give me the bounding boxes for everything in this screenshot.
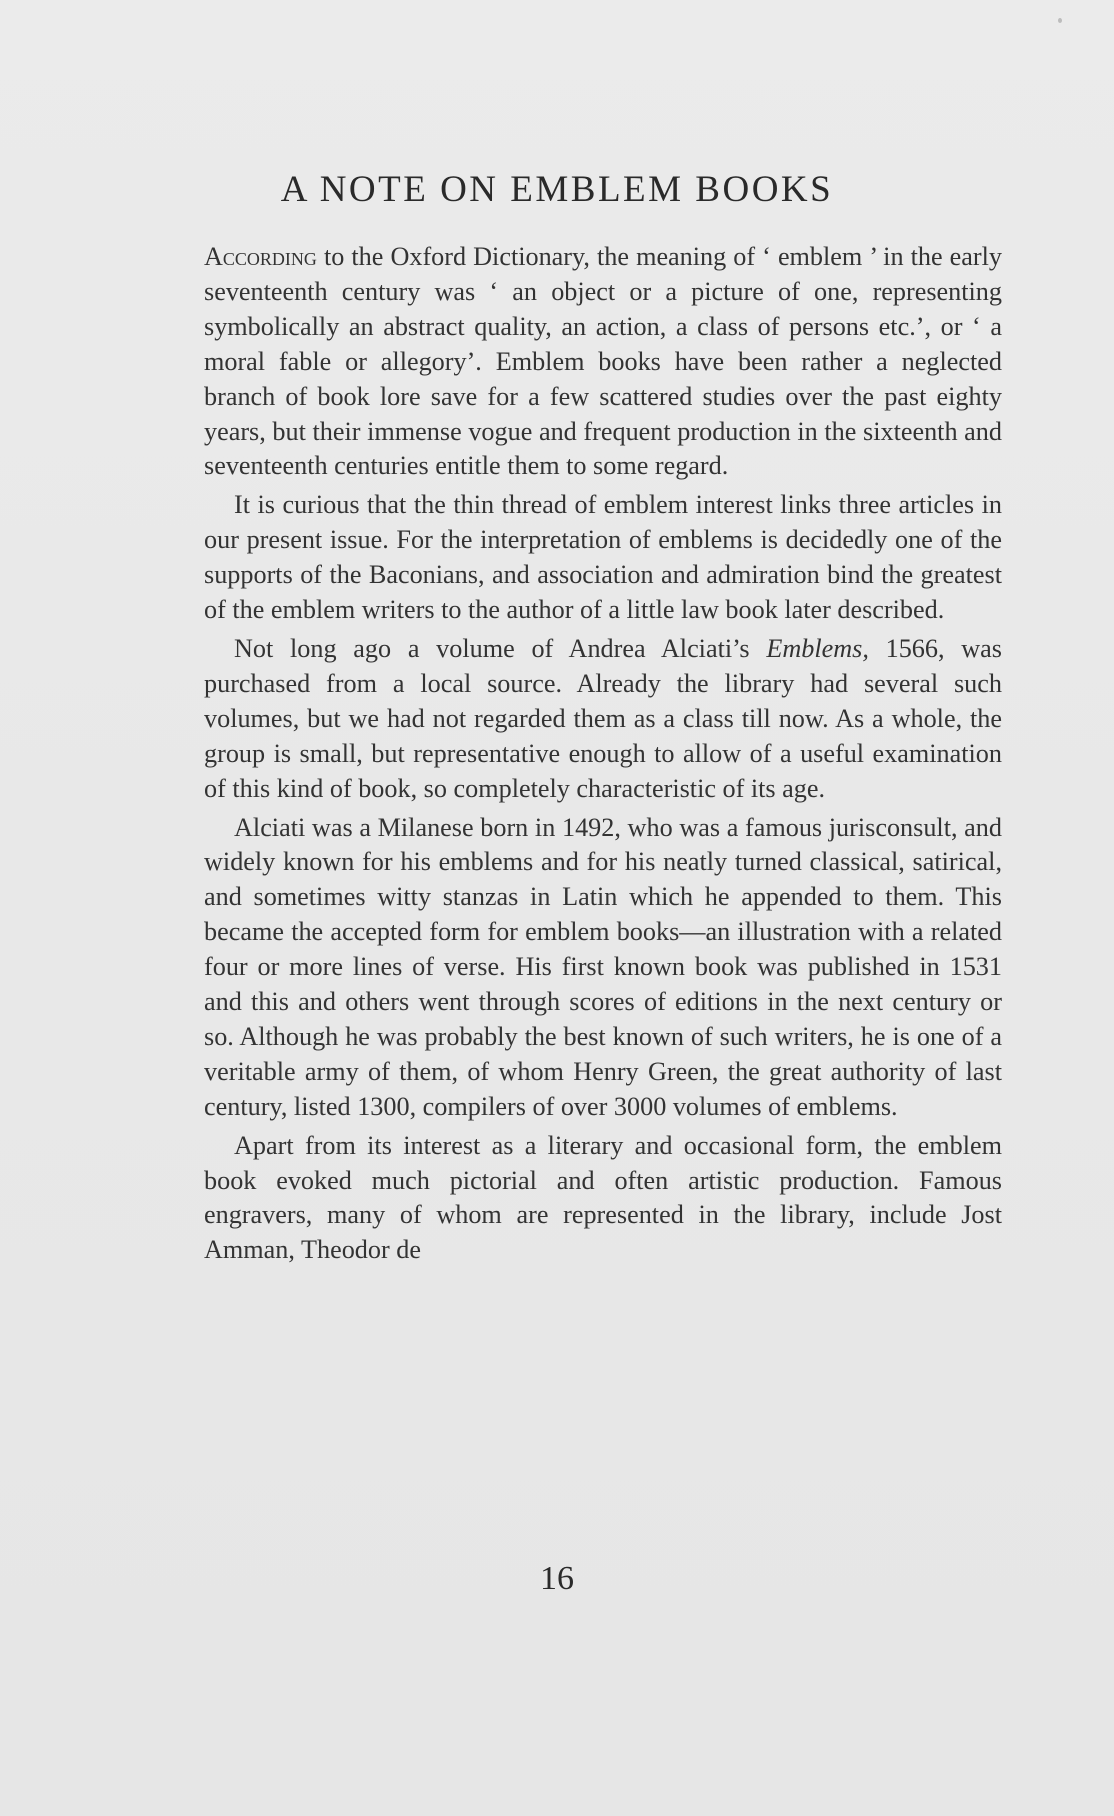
paragraph-3 [204,632,1002,807]
page-title: A NOTE ON EMBLEM BOOKS [280,169,834,210]
page-number: 16 [540,1560,574,1597]
paragraph-4: Alciati was a Milanese born in 1492, who was a famous jurisconsult, and widely known for his emblems and for his neatly turned classical, satirical, and sometimes witty stanzas in Latin which he appended to them. This became the accepted form for emblem books—an illustration with a related four or more lines of verse. His first known book was published in 1531 and this and others went through scores of editions in the next century or so. Although he was probably the best known of such writers, he is one of a veritable army of them, of whom Henry Green, the great authority of last century, listed 1300, compilers of over 3000 volumes of emblems. [204,812,1002,1121]
paragraph-1 [204,240,1002,484]
paragraph-1-lead-word: According [204,242,317,271]
paragraph-5: Apart from its interest as a literary and occasional form, the emblem book evoked much pictorial and often artistic production. Famous engravers, many of whom are represented in the library, include Jost Amman, Theodor de [204,1130,1002,1265]
paragraph-3-text-after: 1566, was purchased from a local source. Already the library had several such volumes, but we had not regarded them as a class till now. As a whole, the group is small, but representative enough to allow of a useful examination of this kind of book, so completely characteristic of its age. [204,633,1002,803]
article-body [204,240,1002,1272]
paper-speck [1058,18,1062,23]
paragraph-2: It is curious that the thin thread of emblem interest links three articles in our present issue. For the interpretation of emblems is decidedly one of the supports of the Baconians, and association and admiration bind the greatest of the emblem writers to the author of a little law book later described. [204,490,1002,625]
book-title-emblems: Emblems, [766,633,869,663]
paragraph-3-text-before: Not long ago a volume of Andrea Alciati’s [234,633,767,663]
paragraph-1-text: to the Oxford Dictionary, the meaning of ‘ emblem ’ in the early seventeenth century was ‘ an object or a picture of one, representing symbolically an abstract quality, an action, a class of persons etc.’, or ‘ a moral fable or allegory’. Emblem books have been rather a neglected branch of book lore save for a few scattered studies over the past eighty years, but their immense vogue and frequent production in the sixteenth and seventeenth centuries entitle them to some regard. [204,242,1002,481]
